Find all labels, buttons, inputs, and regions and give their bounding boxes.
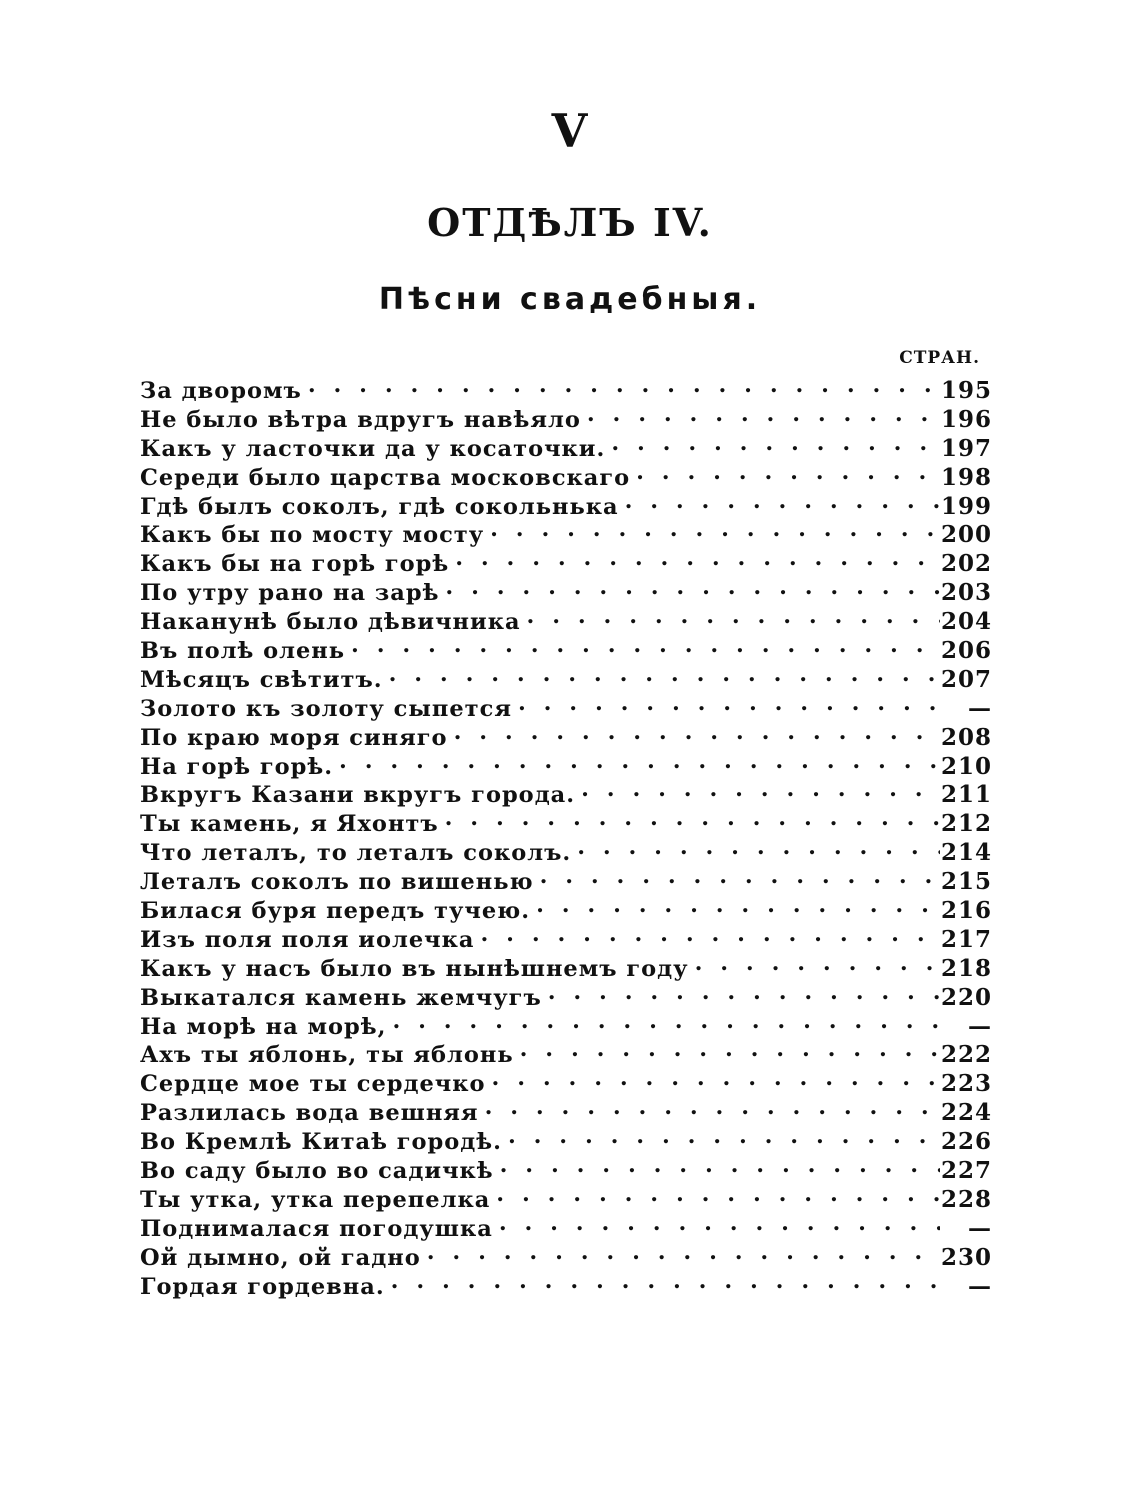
- toc-entry-page: 224: [940, 1099, 992, 1127]
- dot-leader: [308, 372, 940, 398]
- toc-entry-title: Вкругъ Казани вкругъ города.: [140, 782, 576, 809]
- toc-entry-title: Поднималася погодушка: [140, 1215, 493, 1242]
- toc-entry-page: 207: [940, 665, 992, 693]
- dot-leader: [581, 776, 940, 802]
- dot-leader: [518, 690, 940, 716]
- toc-entry-page: 195: [940, 377, 992, 404]
- dot-leader: [611, 430, 940, 456]
- toc-entry: [140, 430, 992, 462]
- toc-entry: [140, 690, 992, 722]
- dot-leader: [577, 834, 940, 860]
- dot-leader: [500, 1152, 940, 1178]
- toc-entry-page: 203: [940, 579, 992, 607]
- toc-entry-page: 223: [940, 1070, 992, 1098]
- toc-entry-title: Что леталъ, то леталъ соколъ.: [140, 840, 572, 867]
- toc-entry-title: Гдѣ былъ соколъ, гдѣ сокольнька: [140, 493, 619, 520]
- toc-entry-title: Какъ у ласточки да у косаточки.: [140, 435, 606, 462]
- toc-entry-page: 211: [940, 781, 992, 809]
- section-title: ОТДѢЛЪ IV.: [427, 200, 713, 245]
- toc-entry-page: 228: [940, 1185, 992, 1213]
- toc-entry-page: 204: [940, 608, 992, 636]
- dot-leader: [427, 1239, 940, 1265]
- dot-leader: [480, 921, 940, 947]
- dot-leader: [492, 1065, 940, 1091]
- toc-entry-page: 200: [940, 521, 992, 549]
- toc-entry-title: По утру рано на зарѣ: [140, 580, 440, 607]
- toc-entry-page: 220: [940, 983, 992, 1011]
- toc-entry: [140, 979, 992, 1011]
- toc-entry-page: —: [968, 1214, 992, 1242]
- toc-entry: [140, 516, 992, 549]
- toc-entry: [140, 1036, 992, 1069]
- toc-entry-title: Какъ у насъ было въ нынѣшнемъ году: [140, 955, 689, 982]
- dot-leader: [540, 863, 940, 889]
- dot-leader: [587, 401, 940, 427]
- dot-leader: [445, 574, 940, 600]
- toc-entry-page: —: [968, 1272, 992, 1300]
- toc-entry-title: Во Кремлѣ Китаѣ городѣ.: [140, 1129, 502, 1156]
- dot-leader: [455, 545, 940, 571]
- toc-entry-page: 196: [940, 405, 992, 433]
- dot-leader: [445, 805, 940, 831]
- toc-entry: [140, 776, 992, 809]
- toc-entry-page: 199: [940, 492, 992, 520]
- toc-entry-page: 227: [940, 1157, 992, 1185]
- toc-entry: [140, 401, 992, 433]
- toc-entry: [140, 748, 992, 780]
- toc-entry-page: 214: [940, 839, 992, 867]
- page-number: V: [551, 104, 589, 158]
- toc-entry: [140, 863, 992, 896]
- toc-entry-title: Ахъ ты яблонь, ты яблонь: [140, 1042, 514, 1069]
- toc-entry-page: 216: [940, 897, 992, 925]
- toc-entry: [140, 1152, 992, 1185]
- dot-leader: [548, 979, 940, 1005]
- page-column-header: СТРАН.: [899, 348, 980, 368]
- table-of-contents: [140, 372, 992, 1300]
- dot-leader: [536, 892, 940, 918]
- dot-leader: [454, 719, 940, 745]
- dot-leader: [527, 603, 940, 629]
- toc-entry-title: На морѣ на морѣ,: [140, 1013, 387, 1040]
- toc-entry-title: Наканунѣ было дѣвичника: [140, 609, 521, 636]
- toc-entry: [140, 603, 992, 636]
- toc-entry: [140, 1210, 992, 1242]
- toc-entry-title: Во саду было во садичкѣ: [140, 1158, 494, 1185]
- toc-entry-title: Середи было царства московскаго: [140, 464, 631, 491]
- toc-entry: [140, 632, 992, 665]
- section-subtitle: Пѣсни свадебныя.: [378, 282, 762, 317]
- dot-leader: [508, 1123, 940, 1149]
- toc-entry-title: Въ полѣ олень: [140, 638, 346, 665]
- toc-entry-page: 212: [940, 810, 992, 838]
- toc-entry-title: Какъ бы на горѣ горѣ: [140, 551, 450, 578]
- toc-entry-page: 208: [940, 723, 992, 751]
- toc-entry-title: Выкатался камень жемчугъ: [140, 984, 542, 1011]
- toc-entry: [140, 661, 992, 693]
- toc-entry: [140, 1065, 992, 1098]
- toc-entry-title: Ты камень, я Яхонтъ: [140, 811, 439, 838]
- toc-entry: [140, 459, 992, 491]
- toc-entry-page: 222: [940, 1041, 992, 1069]
- toc-entry: [140, 574, 992, 607]
- toc-entry: [140, 1094, 992, 1127]
- dot-leader: [490, 516, 940, 542]
- toc-entry-page: 198: [940, 463, 992, 491]
- toc-entry-title: Изъ поля поля иолечка: [140, 926, 475, 953]
- dot-leader: [499, 1210, 940, 1236]
- dot-leader: [339, 748, 940, 774]
- toc-entry: [140, 1239, 992, 1271]
- toc-entry: [140, 488, 992, 520]
- toc-entry-title: Мѣсяцъ свѣтитъ.: [140, 666, 383, 693]
- toc-entry-title: Какъ бы по мосту мосту: [140, 522, 485, 549]
- toc-entry: [140, 805, 992, 838]
- toc-entry-title: Золото къ золоту сыпется: [140, 695, 512, 722]
- toc-entry-page: 210: [940, 752, 992, 780]
- toc-entry-title: Леталъ соколъ по вишенью: [140, 869, 534, 896]
- toc-entry-title: По краю моря синяго: [140, 724, 448, 751]
- toc-entry-title: Не было вѣтра вдругъ навѣяло: [140, 406, 581, 433]
- toc-entry-title: Сердце мое ты сердечко: [140, 1071, 486, 1098]
- dot-leader: [636, 459, 940, 485]
- toc-entry-title: Билася буря передъ тучею.: [140, 898, 531, 925]
- dot-leader: [351, 632, 940, 658]
- toc-entry-title: Ты утка, утка перепелка: [140, 1186, 491, 1213]
- toc-entry-page: —: [968, 694, 992, 722]
- toc-entry-page: 206: [940, 637, 992, 665]
- toc-entry-page: 215: [940, 868, 992, 896]
- dot-leader: [625, 488, 940, 514]
- toc-entry: [140, 1268, 992, 1300]
- toc-entry: [140, 545, 992, 578]
- toc-entry-page: 217: [940, 925, 992, 953]
- toc-entry: [140, 892, 992, 925]
- toc-entry: [140, 719, 992, 751]
- toc-entry-title: Гордая гордевна.: [140, 1273, 385, 1300]
- toc-entry-title: На горѣ горѣ.: [140, 753, 334, 780]
- toc-entry: [140, 1008, 992, 1040]
- toc-entry-title: Ой дымно, ой гадно: [140, 1244, 421, 1271]
- toc-entry: [140, 921, 992, 953]
- toc-entry: [140, 834, 992, 867]
- dot-leader: [520, 1036, 940, 1062]
- toc-entry: [140, 1181, 992, 1213]
- toc-entry-title: Разлилась вода вешняя: [140, 1100, 479, 1127]
- toc-entry-page: 218: [940, 954, 992, 982]
- toc-entry-page: 230: [940, 1243, 992, 1271]
- dot-leader: [391, 1268, 940, 1294]
- dot-leader: [496, 1181, 940, 1207]
- dot-leader: [389, 661, 940, 687]
- toc-entry-page: 226: [940, 1128, 992, 1156]
- dot-leader: [695, 950, 940, 976]
- toc-entry-page: 197: [940, 434, 992, 462]
- toc-entry-page: 202: [940, 550, 992, 578]
- toc-entry-title: За дворомъ: [140, 378, 302, 404]
- toc-entry: [140, 372, 992, 404]
- toc-entry: [140, 1123, 992, 1156]
- toc-entry-page: —: [968, 1012, 992, 1040]
- dot-leader: [392, 1008, 940, 1034]
- dot-leader: [485, 1094, 940, 1120]
- toc-entry: [140, 950, 992, 982]
